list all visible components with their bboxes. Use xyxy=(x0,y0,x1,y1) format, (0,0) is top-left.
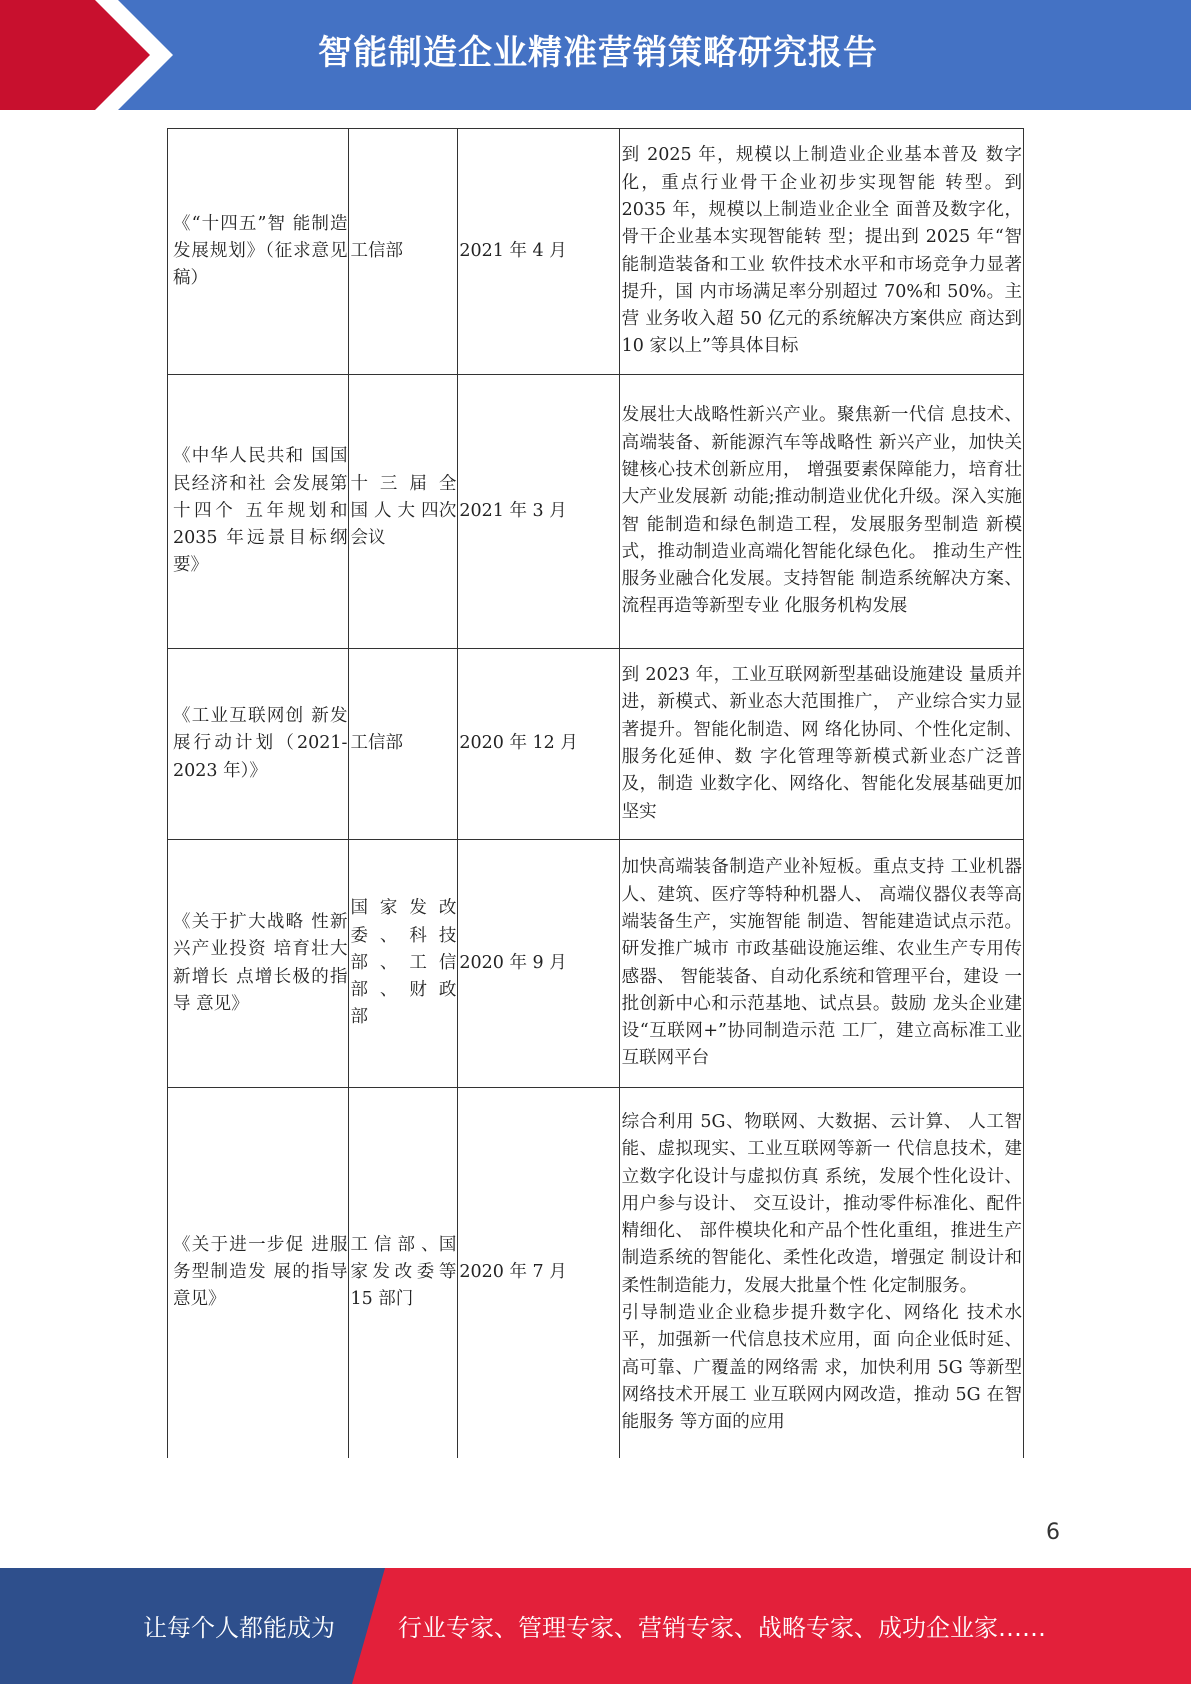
policy-name-cell: 《关于进一步促 进服务型制造发 展的指导意见》 xyxy=(168,1088,349,1458)
page-number: 6 xyxy=(1046,1520,1060,1545)
page-header xyxy=(0,0,1191,110)
policy-content-cell xyxy=(619,1088,1023,1458)
table-row xyxy=(168,1088,1024,1458)
table-row xyxy=(168,375,1024,649)
issuing-department-cell: 国 家 发 改 委 、 科 技 部 、 工 信 部 、 财 政 部 xyxy=(349,840,458,1088)
table-row xyxy=(168,840,1024,1088)
issue-date-cell: 2020 年 12 月 xyxy=(458,649,619,840)
issuing-department-cell: 工信部 xyxy=(349,649,458,840)
document-title: 智能制造企业精准营销策略研究报告 xyxy=(318,33,878,73)
issue-date-cell: 2020 年 7 月 xyxy=(458,1088,619,1458)
footer-slogan-left: 让每个人都能成为 xyxy=(143,1614,335,1642)
page-footer xyxy=(0,1568,1191,1684)
footer-slogan-right: 行业专家、管理专家、营销专家、战略专家、成功企业家…… xyxy=(398,1614,1046,1642)
policy-name-cell: 《“十四五”智 能制造发展规划》（征求意见稿） xyxy=(168,129,349,375)
policy-content-paragraph: 加快高端装备制造产业补短板。重点支持 工业机器人、建筑、医疗等特种机器人、 高端仪器仪表等高端装备生产，实施智能 制造、智能建造试点示范。研发推广城市 市政基础设施运维、农业生产专用传感器、 智能装备、自动化系统和管理平台，建设 一批创新中心和示范基地、试点县。鼓励 龙头企业建设“互联网+”协同制造示范 工厂，建立高标准工业互联网平台 xyxy=(621,857,1022,1069)
issue-date-cell: 2021 年 3 月 xyxy=(458,375,619,649)
policy-content-cell xyxy=(619,375,1023,649)
table-row xyxy=(168,649,1024,840)
policy-content-paragraph: 到 2025 年，规模以上制造业企业基本普及 数字化，重点行业骨干企业初步实现智能 转型。到 2035 年，规模以上制造业企业全 面普及数字化，骨干企业基本实现智能转 型；提出到 2025 年“智能制造装备和工业 软件技术水平和市场竞争力显著提升，国 内市场满足率分别超过 70%和 50%。主营 业务收入超 50 亿元的系统解决方案供应 商达到 10 家以上”等具体目标 xyxy=(621,145,1022,357)
issuing-department-cell: 工 信 部 、国家发改委等 15 部门 xyxy=(349,1088,458,1458)
policy-content-paragraph: 发展壮大战略性新兴产业。聚焦新一代信 息技术、高端装备、新能源汽车等战略性 新兴产业，加快关键核心技术创新应用， 增强要素保障能力，培育壮大产业发展新 动能;推动制造业优化升级。深入实施智 能制造和绿色制造工程，发展服务型制造 新模式，推动制造业高端化智能化绿色化。 推动生产性服务业融合化发展。支持智能 制造系统解决方案、流程再造等新型专业 化服务机构发展 xyxy=(621,405,1022,617)
policy-content-cell xyxy=(619,129,1023,375)
policy-content-cell xyxy=(619,649,1023,840)
policy-content-paragraph: 综合利用 5G、物联网、大数据、云计算、 人工智能、虚拟现实、工业互联网等新一 代信息技术，建立数字化设计与虚拟仿真 系统，发展个性化设计、用户参与设计、 交互设计，推动零件标准化、配件精细化、 部件模块化和产品个性化重组，推进生产 制造系统的智能化、柔性化改造，增强定 制设计和柔性制造能力，发展大批量个性 化定制服务。 xyxy=(621,1111,1022,1296)
table-row xyxy=(168,129,1024,375)
policy-name-cell: 《中华人民共和 国国民经济和社 会发展第十四个 五年规划和 2035 年远景目标纲要》 xyxy=(168,375,349,649)
issue-date-cell: 2020 年 9 月 xyxy=(458,840,619,1088)
issuing-department-cell: 工信部 xyxy=(349,129,458,375)
issuing-department-cell: 十 三 届 全 国 人 大 四次会议 xyxy=(349,375,458,649)
issue-date-cell: 2021 年 4 月 xyxy=(458,129,619,375)
policy-content-paragraph: 引导制造业企业稳步提升数字化、网络化 技术水平，加强新一代信息技术应用，面 向企业低时延、高可靠、广覆盖的网络需 求，加快利用 5G 等新型网络技术开展工 业互联网内网改造，推动 5G 在智能服务 等方面的应用 xyxy=(621,1303,1022,1433)
policy-content-paragraph: 到 2023 年，工业互联网新型基础设施建设 量质并进，新模式、新业态大范围推广， 产业综合实力显著提升。智能化制造、网 络化协同、个性化定制、服务化延伸、数 字化管理等新模式新业态广泛普及，制造 业数字化、网络化、智能化发展基础更加 坚实 xyxy=(621,665,1022,822)
policy-table xyxy=(167,128,1024,1458)
policy-name-cell: 《关于扩大战略 性新兴产业投资 培育壮大新增长 点增长极的指导 意见》 xyxy=(168,840,349,1088)
policy-name-cell: 《工业互联网创 新发展行动计划（2021-2023 年）》 xyxy=(168,649,349,840)
policy-content-cell xyxy=(619,840,1023,1088)
